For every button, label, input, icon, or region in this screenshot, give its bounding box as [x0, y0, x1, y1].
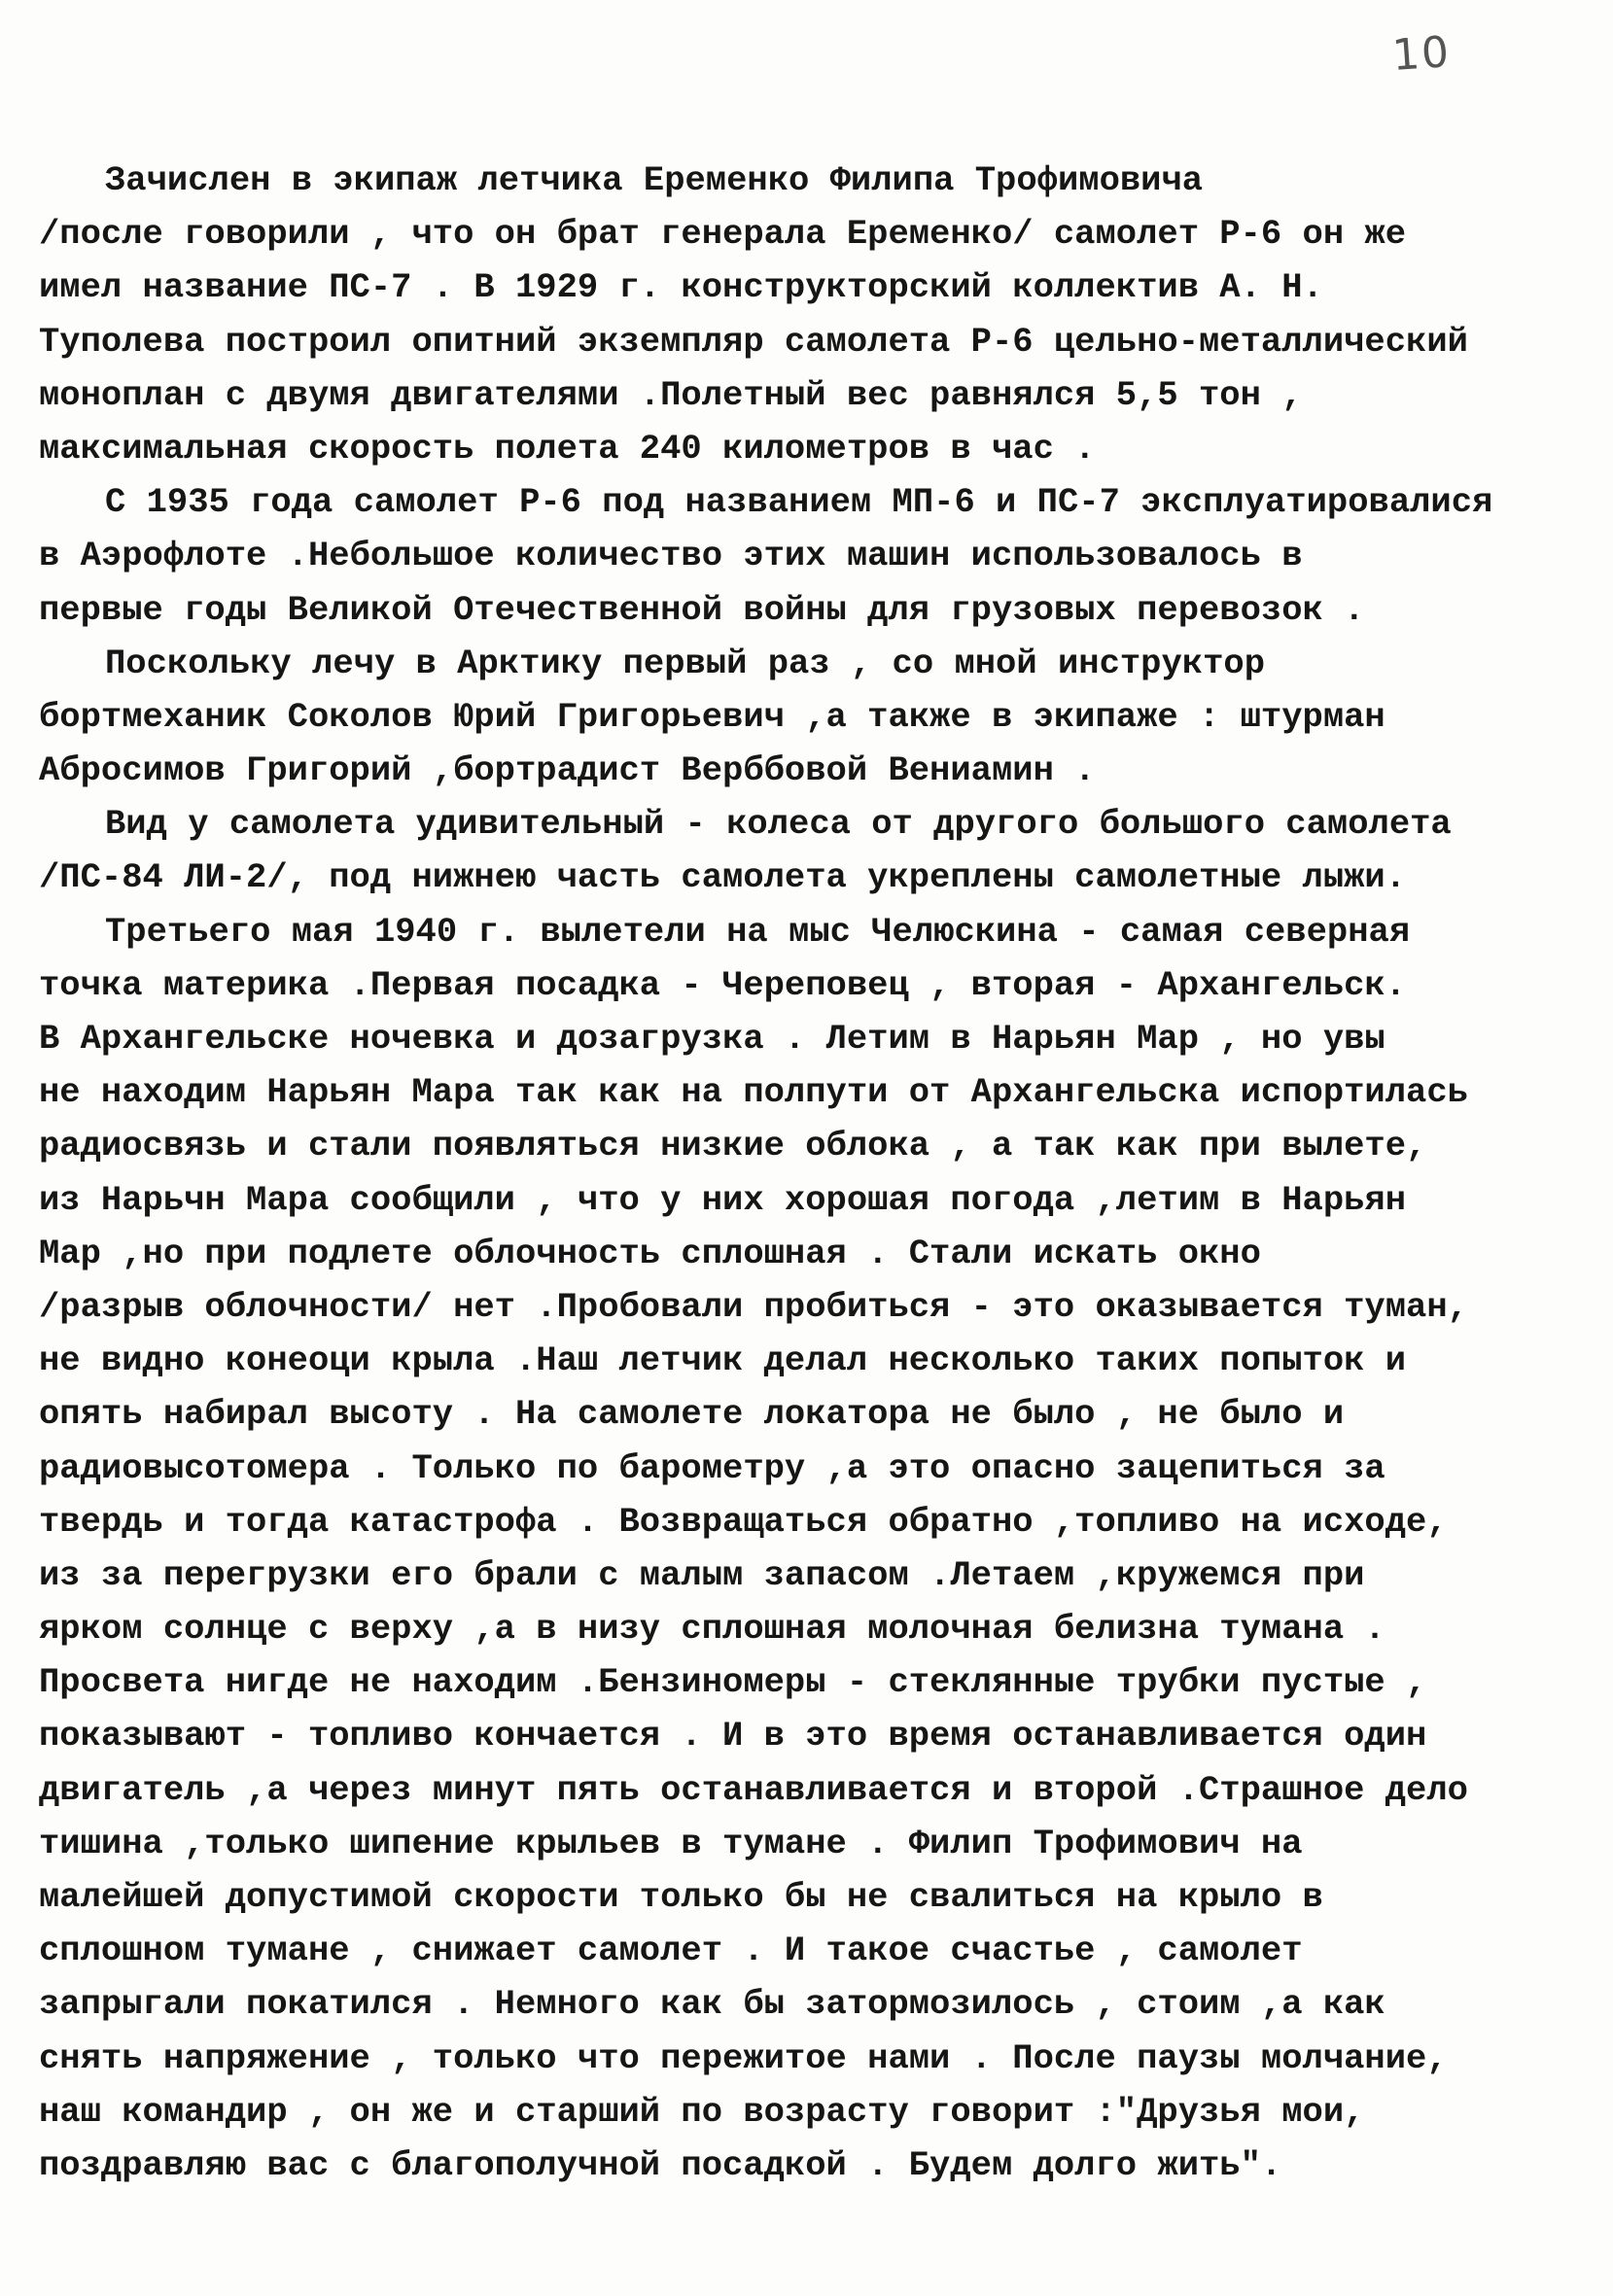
text-line: двигатель ,а через минут пять останавливается и второй .Страшное дело	[39, 1769, 1468, 1810]
text-line: из за перегрузки его брали с малым запасом .Летаем ,кружемся при	[39, 1554, 1365, 1595]
text-line: сплошном тумане , снижает самолет . И такое счастье , самолет	[39, 1931, 1303, 1971]
text-line: запрыгали покатился . Немного как бы затормозилось , стоим ,а как	[39, 1984, 1385, 2025]
typed-text-body	[39, 154, 1585, 2192]
text-line: показывают - топливо кончается . И в это время останавливается один	[39, 1716, 1427, 1757]
text-line: бортмеханик Соколов Юрий Григорьевич ,а также в экипаже : штурман	[39, 696, 1385, 737]
text-line: максимальная скорость полета 240 километров в час .	[39, 428, 1096, 469]
text-line: /ПС-84 ЛИ-2/, под нижнею часть самолета укреплены самолетные лыжи.	[39, 857, 1407, 898]
text-line: имел название ПС-7 . В 1929 г. конструкторский коллектив А. Н.	[39, 267, 1323, 308]
text-line: /разрыв облочности/ нет .Пробовали пробиться - это оказывается туман,	[39, 1286, 1468, 1327]
page-number: 10	[1390, 26, 1453, 82]
text-line: Поскольку лечу в Арктику первый раз , со мной инструктор	[105, 643, 1265, 683]
text-line: твердь и тогда катастрофа . Возвращаться обратно ,топливо на исходе,	[39, 1501, 1448, 1542]
text-line: не находим Нарьян Мара так как на полпути от Архангельска испортилась	[39, 1072, 1468, 1113]
text-line: Туполева построил опитний экземпляр самолета Р-6 цельно-металлический	[39, 321, 1468, 362]
text-line: опять набирал высоту . На самолете локатора не было , не было и	[39, 1394, 1345, 1435]
text-line: моноплан с двумя двигателями .Полетный вес равнялся 5,5 тон ,	[39, 374, 1303, 415]
text-line: С 1935 года самолет Р-6 под названием МП-6 и ПС-7 эксплуатировалися	[105, 482, 1493, 523]
text-line: в Аэрофлоте .Небольшое количество этих машин использовалось в	[39, 536, 1303, 576]
text-line: В Архангельске ночевка и дозагрузка . Летим в Нарьян Мар , но увы	[39, 1019, 1385, 1059]
text-line: не видно конеоци крыла .Наш летчик делал несколько таких попыток и	[39, 1340, 1407, 1381]
text-line: Мар ,но при подлете облочность сплошная . Стали искать окно	[39, 1233, 1261, 1273]
text-line: Просвета нигде не находим .Бензиномеры - стеклянные трубки пустые ,	[39, 1662, 1427, 1703]
text-line: Зачислен в экипаж летчика Еременко Филипа Трофимовича	[105, 160, 1204, 200]
text-line: ярком солнце с верху ,а в низу сплошная молочная белизна тумана .	[39, 1609, 1385, 1650]
text-line: тишина ,только шипение крыльев в тумане . Филип Трофимович на	[39, 1823, 1303, 1863]
text-line: Третьего мая 1940 г. вылетели на мыс Челюскина - самая северная	[105, 911, 1411, 952]
text-line: наш командир , он же и старший по возрасту говорит :"Друзья мои,	[39, 2091, 1365, 2132]
text-line: /после говорили , что он брат генерала Еременко/ самолет Р-6 он же	[39, 214, 1407, 255]
text-line: снять напряжение , только что пережитое нами . После паузы молчание,	[39, 2037, 1448, 2078]
text-line: малейшей допустимой скорости только бы не свалиться на крыло в	[39, 1877, 1323, 1917]
text-line: поздравляю вас с благополучной посадкой . Будем долго жить".	[39, 2144, 1282, 2185]
text-line: Абросимов Григорий ,бортрадист Верббовой Вениамин .	[39, 750, 1096, 791]
text-line: первые годы Великой Отечественной войны для грузовых перевозок .	[39, 589, 1365, 630]
text-line: радиовысотомера . Только по барометру ,а это опасно зацепиться за	[39, 1447, 1385, 1488]
text-line: точка материка .Первая посадка - Череповец , вторая - Архангельск.	[39, 964, 1407, 1005]
text-line: Вид у самолета удивительный - колеса от другого большого самолета	[105, 804, 1452, 845]
text-line: радиосвязь и стали появляться низкие облока , а так как при вылете,	[39, 1126, 1427, 1166]
text-line: из Нарьчн Мара сообщили , что у них хорошая погода ,летим в Нарьян	[39, 1179, 1407, 1220]
